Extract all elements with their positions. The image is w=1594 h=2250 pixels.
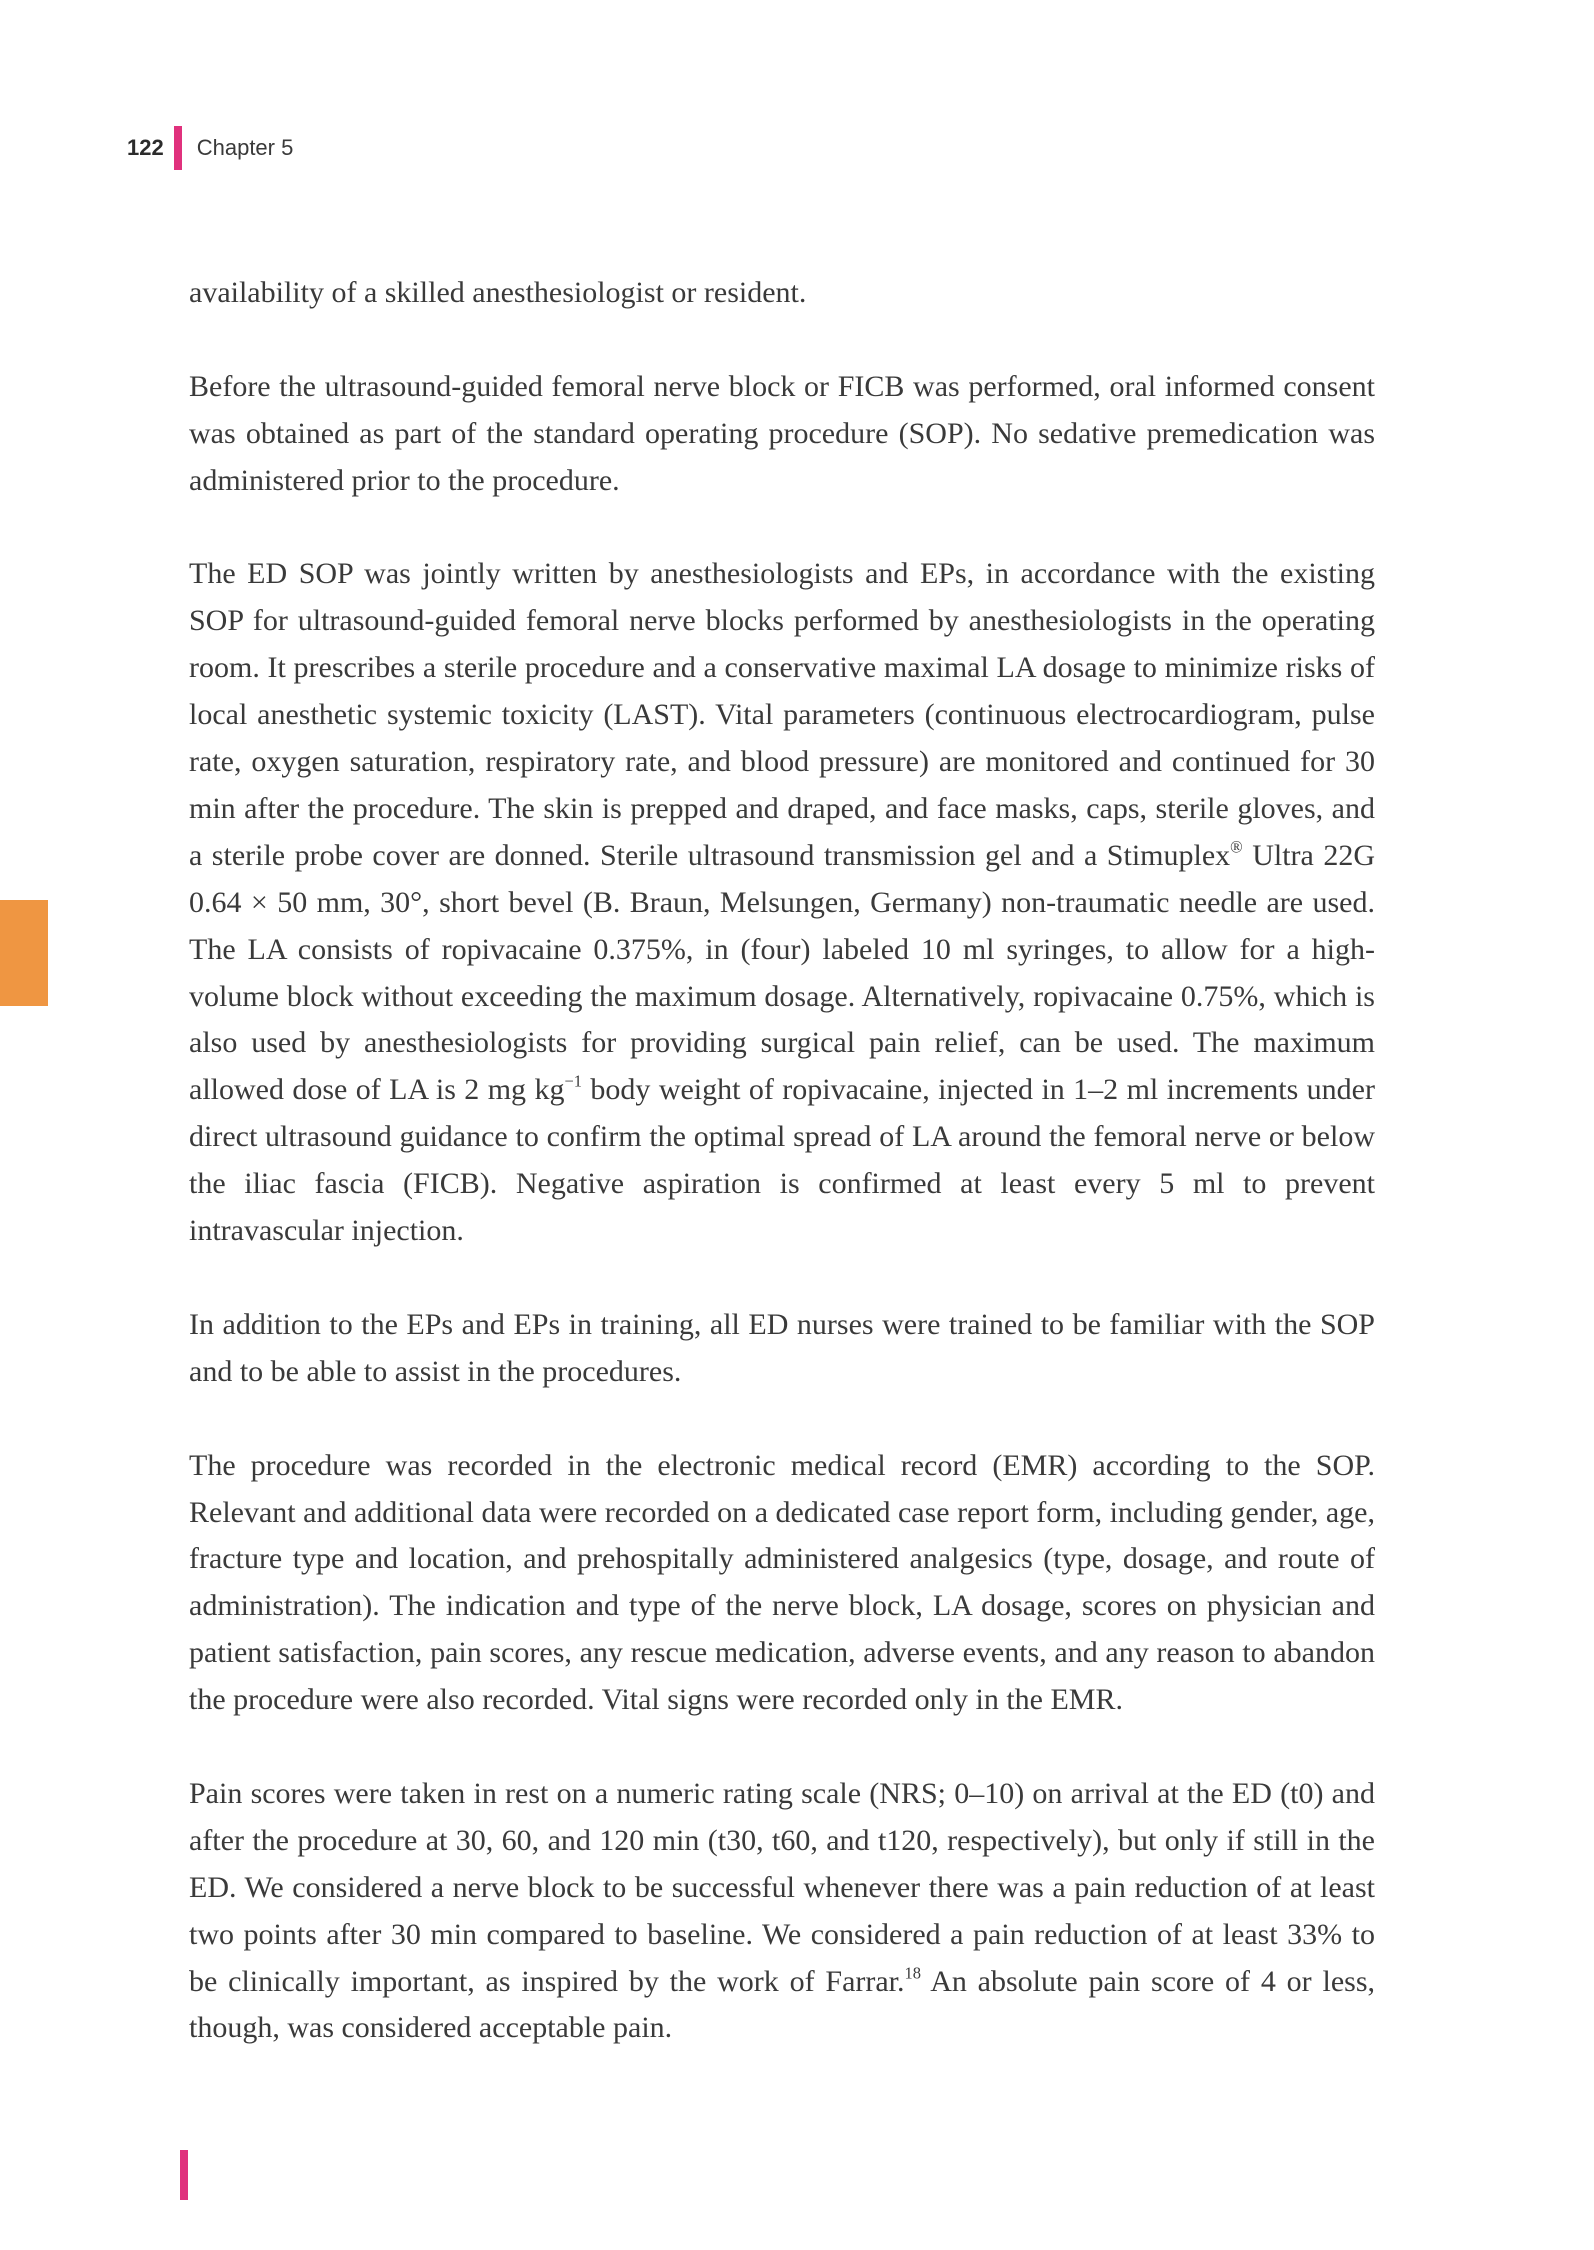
paragraph-3-part-2: Ultra 22G 0.64 × 50 mm, 30°, short bevel (B. Braun, Melsungen, Germany) non-traumatic needle are used. The LA consists of ropivacaine 0.375%, in (four) labeled 10 ml syringes, to allow for a high-volume block without exceeding the maximum dosage. Alternatively, ropivacaine 0.75%, which is also used by anesthesiologists for providing surgical pain relief, can be used. The maximum allowed dose of LA is 2 mg kg [189,838,1375,1107]
chapter-side-tab [0,900,48,1006]
registered-mark: ® [1230,837,1243,857]
paragraph-2: Before the ultrasound-guided femoral nerve block or FICB was performed, oral informed consent was obtained as part of the standard operating procedure (SOP). No sedative premedication was administered prior to the procedure. [189,369,1375,497]
header-divider-bar [174,126,182,170]
reference-superscript: 18 [904,1963,922,1983]
paragraph-5: The procedure was recorded in the electronic medical record (EMR) according to the SOP. Relevant and additional data were recorded on a dedicated case report form, including gender, age, fracture type and location, and prehospitally administered analgesics (type, dosage, and route of administration). The indication and type of the nerve block, LA dosage, scores on physician and patient satisfaction, pain scores, any rescue medication, adverse events, and any reason to abandon the procedure were also recorded. Vital signs were recorded only in the EMR. [189,1448,1375,1717]
paragraph-3-part-3: body weight of ropivacaine, injected in 1–2 ml increments under direct ultrasound guidance to confirm the optimal spread of LA around the femoral nerve or below the iliac fascia (FICB). Negative aspiration is confirmed at least every 5 ml to prevent intravascular injection. [189,1073,1375,1248]
paragraph-1: availability of a skilled anesthesiologist or resident. [189,276,807,309]
running-header [127,126,293,170]
paragraph-4: In addition to the EPs and EPs in training, all ED nurses were trained to be familiar with the SOP and to be able to assist in the procedures. [189,1307,1375,1388]
paragraph-3 [189,551,1375,1255]
page-number: 122 [127,135,164,160]
paragraph-3-part-1: The ED SOP was jointly written by anesthesiologists and EPs, in accordance with the existing SOP for ultrasound-guided femoral nerve blocks performed by anesthesiologists in the operating room. It prescribes a sterile procedure and a conservative maximal LA dosage to minimize risks of local anesthetic systemic toxicity (LAST). Vital parameters (continuous electrocardiogram, pulse rate, oxygen saturation, respiratory rate, and blood pressure) are monitored and continued for 30 min after the procedure. The skin is prepped and draped, and face masks, caps, sterile gloves, and a sterile probe cover are donned. Sterile ultrasound transmission gel and a Stimuplex [189,557,1375,872]
paragraph-6-part-1: Pain scores were taken in rest on a numeric rating scale (NRS; 0–10) on arrival at the ED (t0) and after the procedure at 30, 60, and 120 min (t30, t60, and t120, respectively), but only if still in the ED. We considered a nerve block to be successful whenever there was a pain reduction of at least two points after 30 min compared to baseline. We considered a pain reduction of at least 33% to be clinically important, as inspired by the work of Farrar. [189,1776,1375,1998]
paragraph-6 [189,1771,1375,2052]
paragraph-6-part-2: An absolute pain score of 4 or less, though, was considered acceptable pain. [189,1964,1375,2045]
unit-exponent: −1 [564,1072,583,1091]
chapter-label: Chapter 5 [196,135,294,160]
footer-accent-bar [180,2150,188,2200]
body-text [189,270,1375,2052]
